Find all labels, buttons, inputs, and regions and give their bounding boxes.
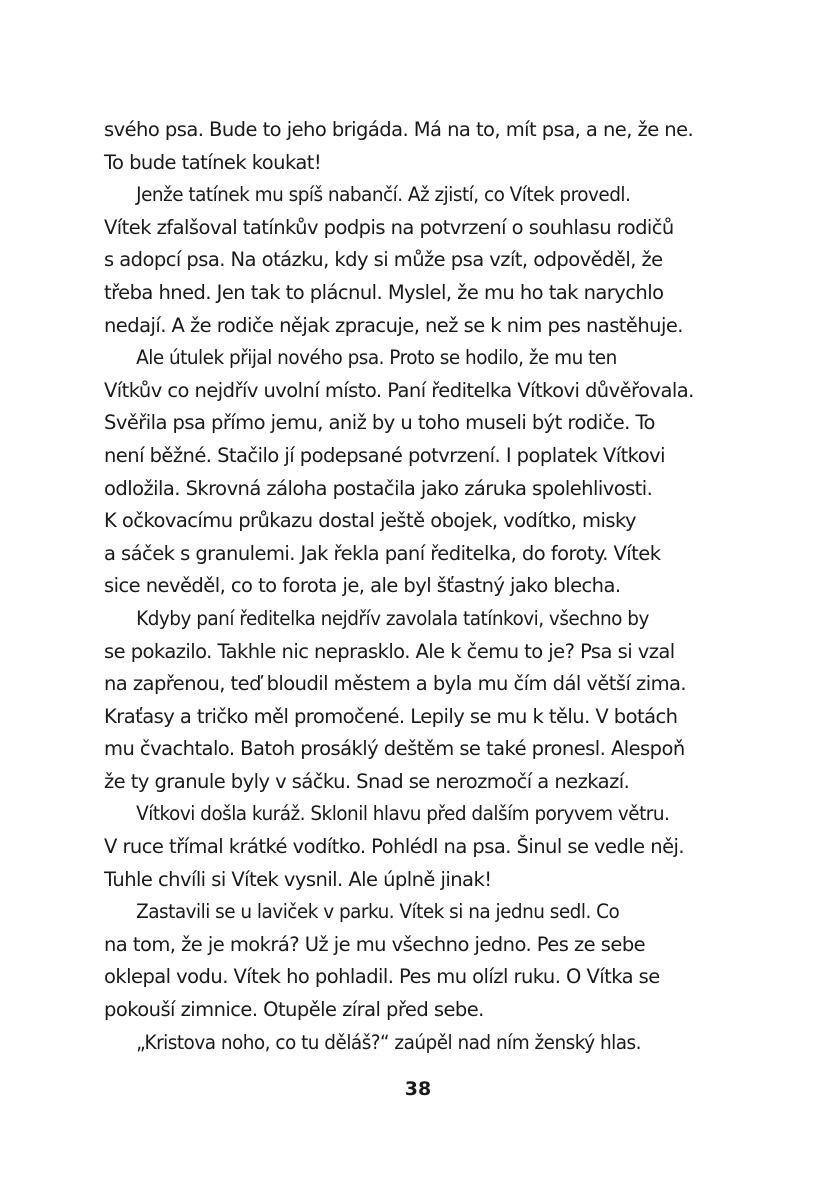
text-line: třeba hned. Jen tak to plácnul. Myslel, že mu ho tak narychlo — [104, 280, 664, 304]
text-line: že ty granule byly v sáčku. Snad se nerozmočí a nezkazí. — [104, 769, 630, 793]
text-line: na zapřenou, teď bloudil městem a byla mu čím dál větší zima. — [104, 672, 687, 696]
text-line: Tuhle chvíli si Vítek vysnil. Ale úplně jinak! — [104, 867, 492, 891]
text-line: a sáček s granulemi. Jak řekla paní ředitelka, do foroty. Vítek — [104, 541, 661, 565]
text-line: Vítkovi došla kuráž. Sklonil hlavu před dalším poryvem větru. — [136, 802, 670, 826]
text-line: není běžné. Stačilo jí podepsané potvrzení. I poplatek Vítkovi — [104, 443, 665, 467]
text-line: Jenže tatínek mu spíš nabančí. Až zjistí, co Vítek provedl. — [136, 183, 631, 207]
text-line: svého psa. Bude to jeho brigáda. Má na to, mít psa, a ne, že ne. — [104, 118, 694, 141]
text-line: Ale útulek přijal nového psa. Proto se hodilo, že mu ten — [136, 346, 617, 370]
text-line: Kraťasy a tričko měl promočené. Lepily se mu k tělu. V botách — [104, 704, 678, 728]
text-line: na tom, že je mokrá? Už je mu všechno jedno. Pes ze sebe — [104, 932, 646, 956]
text-line: K očkovacímu průkazu dostal ještě obojek, vodítko, misky — [104, 509, 636, 533]
page-number: 38 — [404, 1078, 432, 1100]
text-line: Svěřila psa přímo jemu, aniž by u toho museli být rodiče. To — [104, 411, 655, 435]
text-line: oklepal vodu. Vítek ho pohladil. Pes mu olízl ruku. O Vítka se — [104, 965, 660, 989]
text-line: Vítek zfalšoval tatínkův podpis na potvrzení o souhlasu rodičů — [104, 215, 674, 239]
text-line: Zastavili se u laviček v parku. Vítek si na jednu sedl. Co — [136, 900, 620, 924]
text-line: To bude tatínek koukat! — [104, 150, 322, 174]
text-line: mu čvachtalo. Batoh prosáklý deštěm se také pronesl. Alespoň — [104, 737, 685, 761]
text-line: Vítkův co nejdřív uvolní místo. Paní ředitelka Vítkovi důvěřovala. — [104, 378, 694, 402]
text-line: odložila. Skrovná záloha postačila jako záruka spolehlivosti. — [104, 476, 653, 500]
text-line: s adopcí psa. Na otázku, kdy si může psa vzít, odpověděl, že — [104, 248, 663, 272]
text-line: „Kristova noho, co tu děláš?“ zaúpěl nad ním ženský hlas. — [136, 1030, 641, 1054]
text-line: Kdyby paní ředitelka nejdřív zavolala tatínkovi, všechno by — [136, 606, 649, 630]
text-line: sice nevěděl, co to forota je, ale byl šťastný jako blecha. — [104, 574, 621, 598]
text-line: nedají. A že rodiče nějak zpracuje, než se k nim pes nastěhuje. — [104, 313, 683, 337]
text-line: V ruce třímal krátké vodítko. Pohlédl na psa. Šinul se vedle něj. — [104, 835, 685, 859]
text-line: pokouší zimnice. Otupěle zíral před sebe. — [104, 998, 484, 1022]
text-line: se pokazilo. Takhle nic neprasklo. Ale k čemu to je? Psa si vzal — [104, 639, 675, 663]
body-text — [104, 114, 729, 1059]
